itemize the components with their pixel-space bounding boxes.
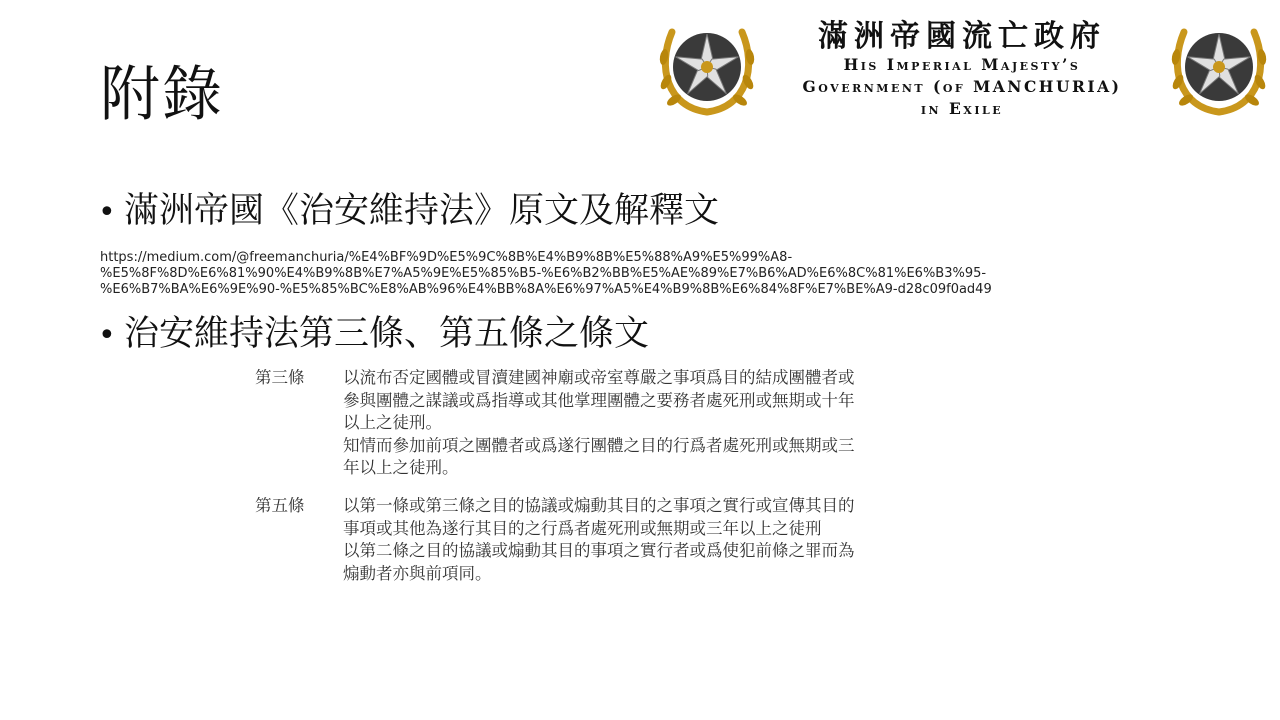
bullet-text: 滿洲帝國《治安維持法》原文及解釋文 [124,191,720,231]
bullet-marker: • [98,318,116,353]
banner-chinese-title: 滿洲帝國流亡政府 [818,19,1106,54]
laurel-star-emblem-icon [1164,12,1274,122]
article-line: 事項或其他為遂行其目的之行爲者處死刑或無期或三年以上之徒刑 [343,518,822,538]
banner-english-line-3: in Exile [920,99,1004,118]
bullet-item [98,190,719,232]
article-body [343,367,943,480]
bullet-marker: • [98,195,116,230]
article-number: 第三條 [255,368,305,387]
url-line[interactable]: https://medium.com/@freemanchuria/%E4%BF%9D%E5%9C%8B%E4%B9%8B%E5%88%A9%E5%99%A8- [100,250,793,265]
article-line: 知情而參加前項之團體者或爲遂行團體之目的行爲者處死刑或無期或三 [343,435,855,455]
url-line[interactable]: %E5%8F%8D%E6%81%90%E4%B9%8B%E7%A5%9E%E5%85%B5-%E6%B2%BB%E5%AE%89%E7%B6%AD%E6%8C%81%E6%B3%95- [100,266,987,281]
article-line: 年以上之徒刑。 [343,458,459,477]
article-number: 第五條 [255,496,305,515]
laurel-star-emblem-icon [652,12,762,122]
article-line: 煽動者亦與前項同。 [343,563,492,583]
article-line: 以第一條或第三條之目的協議或煽動其目的之事項之實行或宣傳其目的 [343,496,855,515]
bullet-item [98,313,649,355]
article-line: 以上之徒刑。 [343,413,442,432]
article-body [343,495,943,585]
banner-english-line-1: His Imperial Majesty’s [843,55,1081,74]
banner-english-line-2: Government (of MANCHURIA) [802,77,1122,96]
article-line: 參與團體之謀議或爲指導或其他掌理團體之要務者處死刑或無期或十年 [343,390,855,410]
government-banner [652,8,1280,128]
url-line[interactable]: %E6%B7%BA%E6%9E%90-%E5%85%BC%E8%AB%96%E4%BB%8A%E6%97%A5%E4%B9%8B%E6%84%8F%E7%BE%A9-d28c09f0ad49 [100,282,992,297]
article-line: 以流布否定國體或冒瀆建國神廟或帝室尊嚴之事項爲目的結成團體者或 [343,368,855,387]
page-title: 附錄 [100,60,224,130]
banner-text [760,20,1164,120]
bullet-text: 治安維持法第三條、第五條之條文 [124,314,650,354]
article-line: 以第二條之目的協議或煽動其目的事項之實行者或爲使犯前條之罪而為 [343,541,855,560]
source-url[interactable] [100,250,1100,298]
